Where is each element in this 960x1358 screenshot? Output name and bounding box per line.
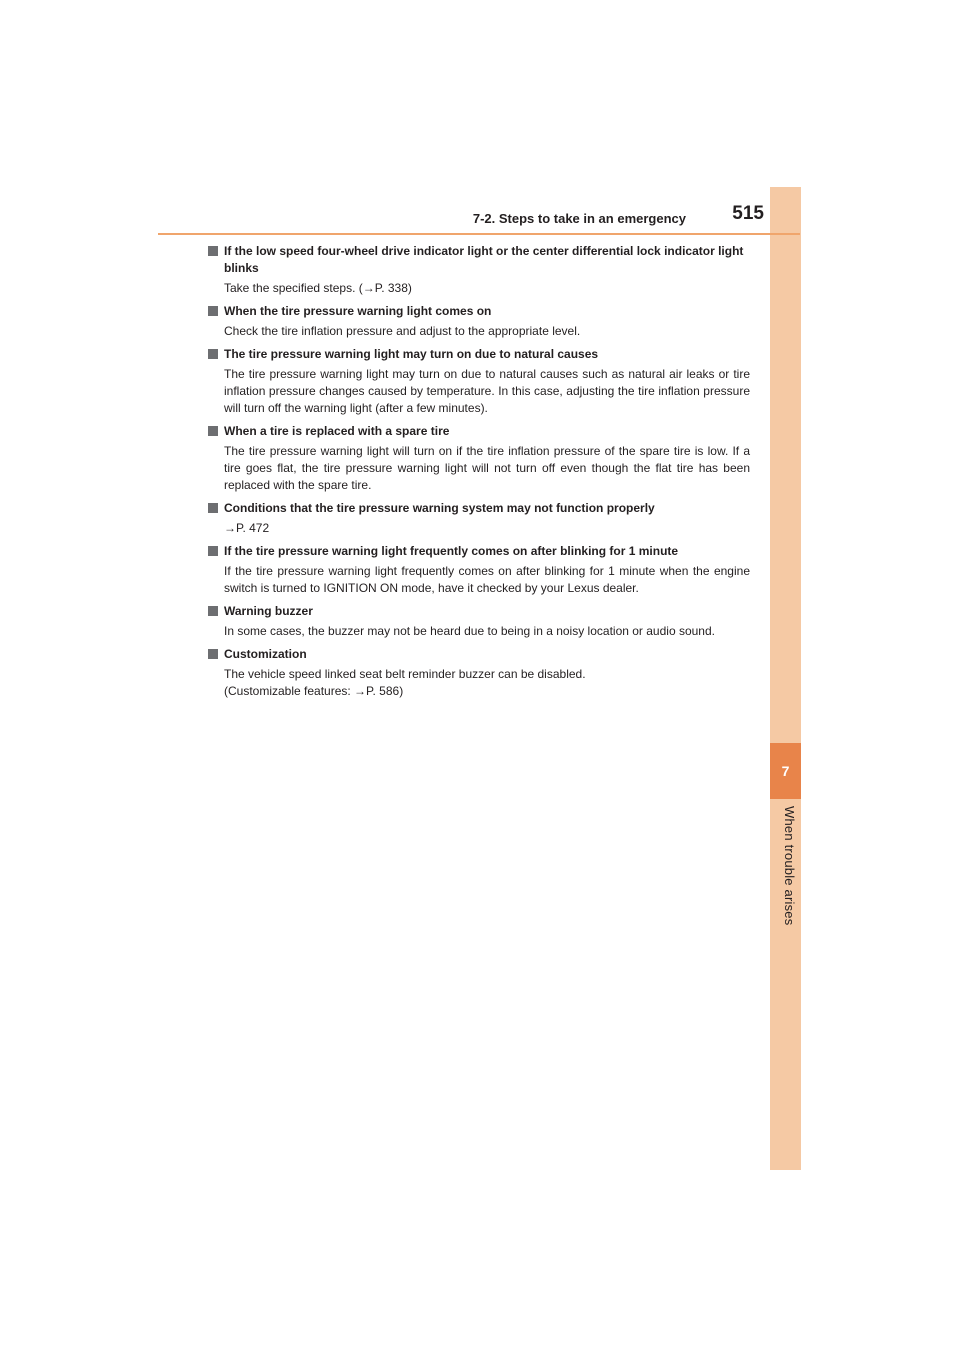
chapter-number-tab[interactable] [770, 743, 801, 799]
chapter-title-vertical: When trouble arises [782, 806, 797, 926]
section-body: If the tire pressure warning light frequently comes on after blinking for 1 minute when the engine switch is turned to IGNITION ON mode, have it checked by your Lexus dealer. [224, 564, 750, 595]
square-bullet-icon [208, 246, 218, 256]
section-tire-warning-on [208, 303, 750, 340]
section-frequent-blinking [208, 543, 750, 597]
section-heading: When a tire is replaced with a spare tire [208, 423, 750, 440]
section-spare-tire [208, 423, 750, 494]
section-title: 7-2. Steps to take in an emergency [472, 211, 686, 226]
square-bullet-icon [208, 306, 218, 316]
square-bullet-icon [208, 349, 218, 359]
section-body: The tire pressure warning light may turn on due to natural causes such as natural air leaks or tire inflation pressure changes caused by temperature. In this case, adjusting the tire inflation pressure will turn off the warning light (after a few minutes). [224, 367, 750, 415]
chapter-number: 7 [781, 763, 790, 779]
page-reference-link[interactable]: →P. 472 [224, 521, 270, 535]
page-reference-link[interactable]: (Customizable features: →P. 586) [224, 684, 404, 698]
square-bullet-icon [208, 606, 218, 616]
section-body [208, 666, 750, 700]
square-bullet-icon [208, 503, 218, 513]
section-body-line: The vehicle speed linked seat belt reminder buzzer can be disabled. [224, 667, 586, 681]
header-divider [158, 233, 800, 235]
side-tab [770, 187, 801, 1170]
page-number: 515 [732, 203, 764, 224]
section-body: In some cases, the buzzer may not be heard due to being in a noisy location or audio sound. [224, 624, 715, 638]
square-bullet-icon [208, 546, 218, 556]
section-customization [208, 646, 750, 700]
section-4wd-indicator [208, 243, 750, 297]
section-heading: The tire pressure warning light may turn on due to natural causes [208, 346, 750, 363]
section-natural-causes [208, 346, 750, 417]
section-warning-buzzer [208, 603, 750, 640]
section-heading: If the tire pressure warning light frequently comes on after blinking for 1 minute [208, 543, 750, 560]
square-bullet-icon [208, 649, 218, 659]
section-body: Check the tire inflation pressure and adjust to the appropriate level. [224, 324, 581, 338]
section-heading: If the low speed four-wheel drive indicator light or the center differential lock indicator light blinks [208, 243, 750, 277]
page-content [208, 243, 750, 706]
section-system-conditions [208, 500, 750, 537]
section-body: Take the specified steps. (→P. 338) [224, 281, 412, 295]
section-heading: Conditions that the tire pressure warning system may not function properly [208, 500, 750, 517]
section-heading: Customization [208, 646, 750, 663]
section-heading: When the tire pressure warning light comes on [208, 303, 750, 320]
section-heading: Warning buzzer [208, 603, 750, 620]
square-bullet-icon [208, 426, 218, 436]
section-body: The tire pressure warning light will turn on if the tire inflation pressure of the spare tire is low. If a tire goes flat, the tire pressure warning light will not turn off even though the flat tire has been replaced with the spare tire. [224, 444, 750, 492]
